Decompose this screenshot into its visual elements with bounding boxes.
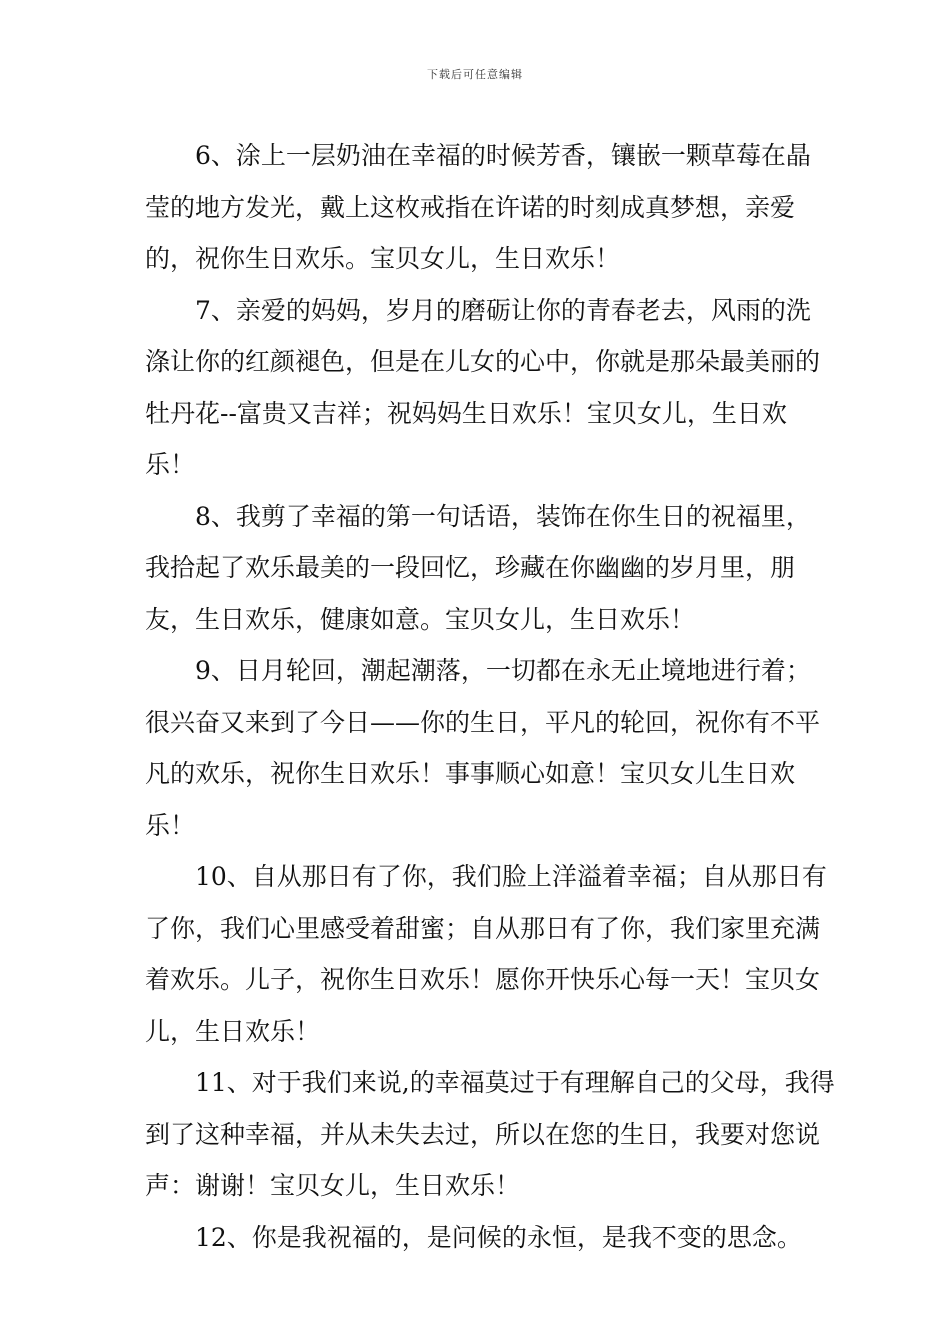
paragraph-9: 9、日月轮回，潮起潮落，一切都在永无止境地进行着；很兴奋又来到了今日——你的生日，平凡的轮回，祝你有不平凡的欢乐，祝你生日欢乐！事事顺心如意！宝贝女儿生日欢乐！ — [145, 656, 821, 840]
paragraph-6: 6、涂上一层奶油在幸福的时候芳香，镶嵌一颗草莓在晶莹的地方发光，戴上这枚戒指在许诺的时刻成真梦想，亲爱的，祝你生日欢乐。宝贝女儿，生日欢乐！ — [145, 141, 811, 273]
paragraph-11: 11、对于我们来说,的幸福莫过于有理解自己的父母，我得到了这种幸福，并从未失去过，所以在您的生日，我要对您说声：谢谢！宝贝女儿，生日欢乐！ — [145, 1068, 835, 1200]
page-header-note: 下载后可任意编辑 — [427, 68, 523, 81]
paragraph-12: 12、你是我祝福的，是问候的永恒，是我不变的思念。 — [195, 1222, 802, 1252]
document-body — [145, 130, 835, 1263]
paragraph-8: 8、我剪了幸福的第一句话语，装饰在你生日的祝福里，我拾起了欢乐最美的一段回忆，珍藏在你幽幽的岁月里，朋友，生日欢乐，健康如意。宝贝女儿，生日欢乐！ — [145, 501, 811, 634]
paragraph-7: 7、亲爱的妈妈，岁月的磨砺让你的青春老去，风雨的洗涤让你的红颜褪色，但是在儿女的心中，你就是那朵最美丽的牡丹花--富贵又吉祥；祝妈妈生日欢乐！宝贝女儿，生日欢乐！ — [145, 295, 821, 479]
paragraph-10: 10、自从那日有了你，我们脸上洋溢着幸福；自从那日有了你，我们心里感受着甜蜜；自从那日有了你，我们家里充满着欢乐。儿子，祝你生日欢乐！愿你开快乐心每一天！宝贝女儿，生日欢乐！ — [145, 862, 827, 1046]
